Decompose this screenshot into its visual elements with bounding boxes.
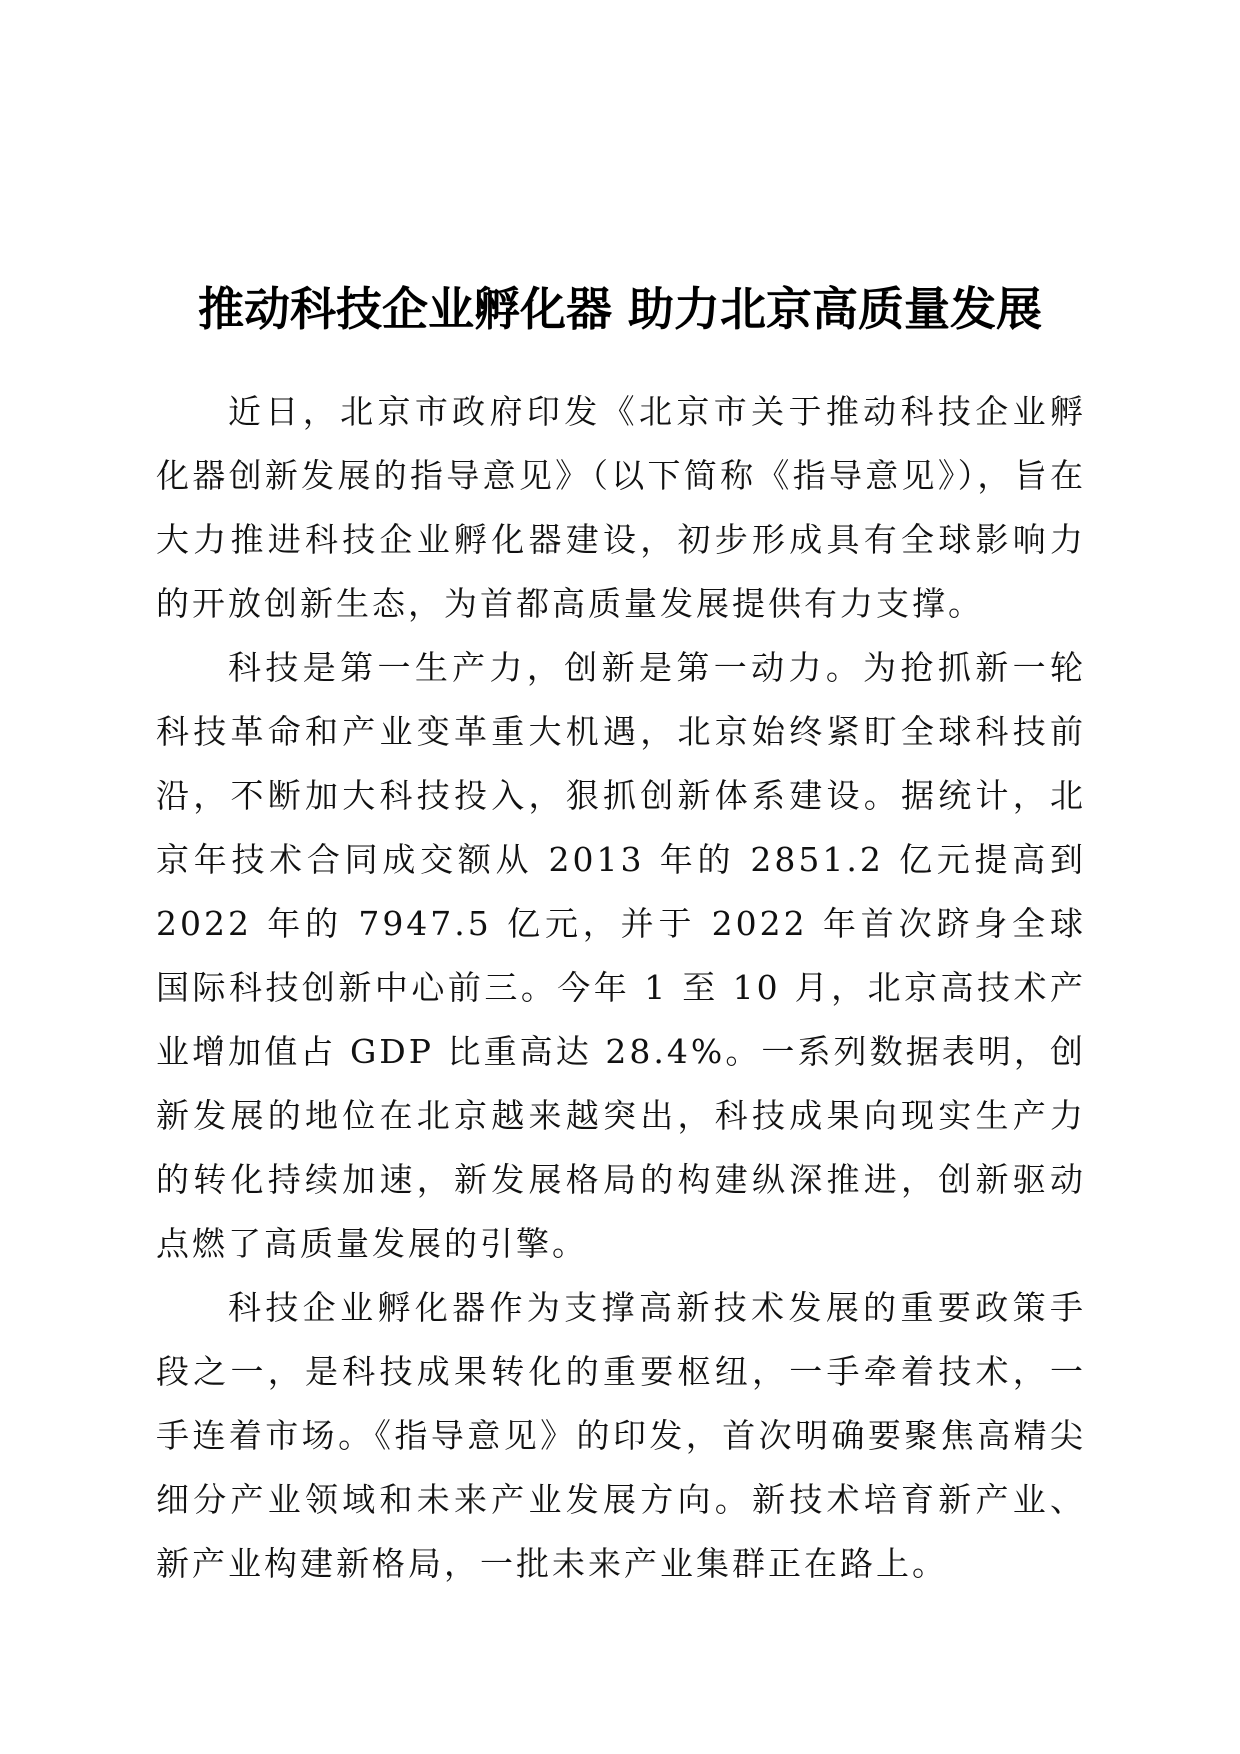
paragraph-3: 科技企业孵化器作为支撑高新技术发展的重要政策手段之一，是科技成果转化的重要枢纽，一手牵着技术，一手连着市场。《指导意见》的印发，首次明确要聚焦高精尖细分产业领域和未来产业发展方向。新技术培育新产业、新产业构建新格局，一批未来产业集群正在路上。: [156, 1288, 1086, 1583]
document-body: [156, 380, 1086, 1596]
document-title: 推动科技企业孵化器 助力北京高质量发展: [197, 281, 1042, 336]
paragraph-2: 科技是第一生产力，创新是第一动力。为抢抓新一轮科技革命和产业变革重大机遇，北京始终紧盯全球科技前沿，不断加大科技投入，狠抓创新体系建设。据统计，北京年技术合同成交额从 2013 年的 2851.2 亿元提高到 2022 年的 7947.5 亿元，并于 2022 年首次跻身全球国际科技创新中心前三。今年 1 至 10 月，北京高技术产业增加值占 GDP 比重高达 28.4%。一系列数据表明，创新发展的地位在北京越来越突出，科技成果向现实生产力的转化持续加速，新发展格局的构建纵深推进，创新驱动点燃了高质量发展的引擎。: [156, 648, 1086, 1263]
paragraph-1: 近日，北京市政府印发《北京市关于推动科技企业孵化器创新发展的指导意见》（以下简称《指导意见》），旨在大力推进科技企业孵化器建设，初步形成具有全球影响力的开放创新生态，为首都高质量发展提供有力支撑。: [156, 392, 1086, 623]
